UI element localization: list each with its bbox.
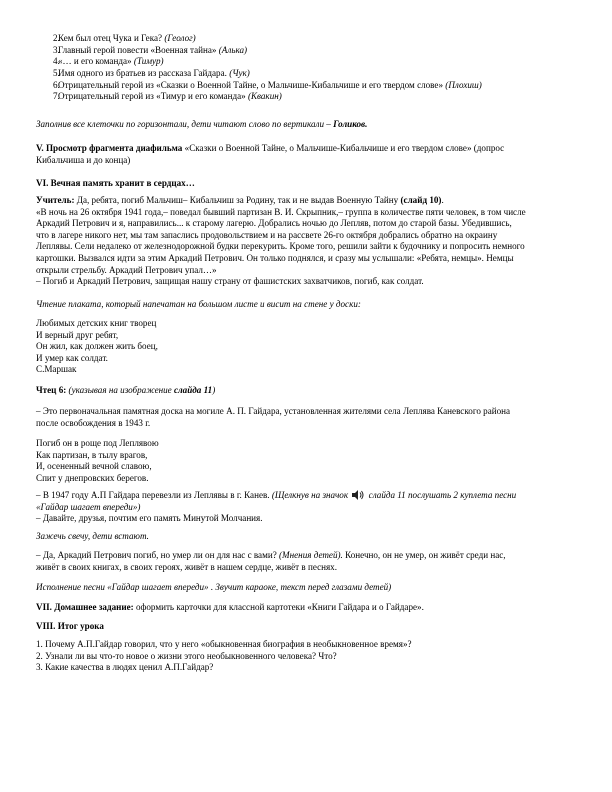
section-7-heading: VII. Домашнее задание: xyxy=(36,602,134,612)
quote-line: «В ночь на 26 октября 1941 года,– поведал бывший партизан В. И. Скрыпник,– группа в количестве пяти человек, в том числе xyxy=(36,206,526,217)
speaker-icon[interactable] xyxy=(351,489,365,501)
list-item-question: Отрицательный герой из «Тимур и его команда» xyxy=(58,91,246,102)
list-item-answer: (Плохиш) xyxy=(445,79,482,90)
poem-line: Он жил, как должен жить боец, xyxy=(36,341,158,352)
crossword-note xyxy=(36,119,581,131)
quiz-list xyxy=(36,33,576,103)
section-5-heading: V. Просмотр фрагмента диафильма xyxy=(36,143,183,153)
poem-line: Как партизан, в тылу врагов, xyxy=(36,449,148,460)
summary-question: 3. Какие качества в людях ценил А.П.Гайдар? xyxy=(36,662,214,673)
section-7-text: оформить карточки для классной картотеки «Книги Гайдара и о Гайдаре». xyxy=(135,602,424,612)
list-item-answer: (Геолог) xyxy=(164,33,196,43)
reburial-song-title: «Гайдар шагает впереди» xyxy=(36,501,138,512)
list-item: 6. Отрицательный герой из «Сказки о Военной Тайне, о Мальчише-Кибальчише и его твердом слове» (Плохиш) xyxy=(53,79,482,90)
quote-line: картошки. Вызвался идти за этим Аркадий Петрович. Он только поднялся, и сразу мы услышали: «Ребята, немцы». Немцы xyxy=(36,252,514,263)
quote-line: Леплявы. Сели недалеко от железнодорожной будки перекурить. Кроме того, решили зайти к будочнику и попросить немного xyxy=(36,241,525,252)
reburial-note-pre: (Щелкнув на значок xyxy=(271,490,349,500)
list-item-question: Кем был отец Чука и Гека? xyxy=(58,33,163,43)
dialog-line-1-italic: (Мнения детей). xyxy=(279,550,343,560)
reader-6-line xyxy=(36,385,581,397)
list-item-text xyxy=(58,33,196,45)
reader-6-label: Чтец 6: xyxy=(36,385,67,395)
list-item-question: «… и его команда» xyxy=(58,56,132,67)
reader-6-note-pre: (указывая на изображение xyxy=(68,385,172,395)
poem-line: И верный друг ребят, xyxy=(36,329,119,340)
section-8 xyxy=(36,621,581,633)
plaque-line-2: после освобождения в 1943 г. xyxy=(36,417,151,428)
partisan-quote xyxy=(36,207,581,277)
list-item: 4. «… и его команда» (Тимур) xyxy=(53,56,164,67)
list-item-question: Главный герой повести «Военная тайна» xyxy=(58,44,217,55)
candle-note xyxy=(36,531,581,543)
marshak-poem xyxy=(36,318,581,376)
poster-note xyxy=(36,299,581,311)
list-item-answer: (Тимур) xyxy=(133,56,164,67)
slide-10-ref: (слайд 10) xyxy=(400,195,442,205)
list-item-text xyxy=(58,68,250,80)
silence-text: – Давайте, друзья, почтим его память Минутой Молчания. xyxy=(36,513,263,524)
reburial-text: – В 1947 году А.П Гайдара перевезли из Леплявы в г. Канев. xyxy=(36,490,270,500)
list-item-text xyxy=(58,45,247,57)
poem-author: С.Маршак xyxy=(36,364,77,375)
teacher-block: Учитель: Да, ребята, погиб Мальчиш– Кибальчиш за Родину, так и не выдав Военную Тайну (слайд 10). «В ночь на 26 октября 1941 года,– поведал бывший партизан В. И. Скрыпник,– группа в количестве пяти человек, в том числе Аркадий Петрович и я, направились... к старому лагерю. Добрались ночью до Лепляв, потом до старой базы. Убедившись, что в лагере никого нет, мы там запаслись продовольствием и на рассвете 26-го октября добрались обратно на окраину Леплявы. Сели недалеко от железнодорожной будки перекурить. Кроме того, решили зайти к будочнику и попросить немного картошки. Вызвался идти за этим Аркадий Петрович. Он только поднялся, и сразу мы услышали: «Ребята, немцы». Немцы открыли стрельбу. Аркадий Петрович упал…» – Погиб и Аркадий Петрович, защищая нашу страну от фашистских захватчиков, погиб, как солдат. xyxy=(36,195,581,288)
dialog-line-1-post: Конечно, он не умер, он живёт среди нас, xyxy=(345,550,506,560)
teacher-text: Да, ребята, погиб Мальчиш– Кибальчиш за Родину, так и не выдав Военную Тайну xyxy=(76,195,399,205)
list-item: 5. Имя одного из братьев из рассказа Гайдара. (Чук) xyxy=(53,68,250,79)
poem-line: И умер как солдат. xyxy=(36,352,108,363)
leplyava-poem xyxy=(36,438,581,484)
list-item-text xyxy=(58,91,282,103)
reader-6-note-slide: слайда 11 xyxy=(173,385,213,395)
reader-6-note-post: ) xyxy=(212,385,216,395)
poem-line: И, осененный вечной славою, xyxy=(36,461,152,472)
list-item-text xyxy=(58,56,164,68)
summary-question: 1. Почему А.П.Гайдар говорил, что у него «обыкновенная биография в необыкновенное время»? xyxy=(36,639,412,649)
dialog-block xyxy=(36,550,581,573)
poem-line: Погиб он в роще под Леплявою xyxy=(36,438,159,448)
poem-line: Спит у днепровских берегов. xyxy=(36,472,149,483)
list-item: 3. Главный герой повести «Военная тайна» (Алька) xyxy=(53,44,248,55)
quote-line: открыли стрельбу. Аркадий Петрович упал…» xyxy=(36,264,217,275)
crossword-answer-word: Голиков. xyxy=(333,119,368,129)
quote-line: Аркадий Петрович и я, направились... к старому лагерю. Добрались ночью до Лепляв, потом до старой базы. Убедившись, xyxy=(36,218,512,229)
list-item-question: Имя одного из братьев из рассказа Гайдара. xyxy=(58,68,227,79)
list-item-question: Отрицательный герой из «Сказки о Военной Тайне, о Мальчише-Кибальчише и его твердом слове» xyxy=(58,79,444,90)
section-7 xyxy=(36,602,581,614)
section-5 xyxy=(36,143,581,166)
reburial-block xyxy=(36,489,581,525)
reburial-note-post: слайда 11 послушать 2 куплета песни xyxy=(368,490,517,500)
poster-note-text: Чтение плаката, который напечатан на большом листе и висит на стене у доски: xyxy=(36,299,361,309)
after-quote-text: – Погиб и Аркадий Петрович, защищая нашу страну от фашистских захватчиков, погиб, как солдат. xyxy=(36,276,424,287)
list-item: 7. Отрицательный герой из «Тимур и его команда» (Квакин) xyxy=(53,91,282,102)
summary-question: 2. Узнали ли вы что-то новое о жизни этого необыкновенного человека? Что? xyxy=(36,650,337,661)
list-item-answer: (Алька) xyxy=(218,44,248,55)
quote-line: что в лагере никого нет, мы там запаслись продовольствием и на рассвете 26-го октября добрались обратно на окраину xyxy=(36,229,498,240)
poem-line: Любимых детских книг творец xyxy=(36,318,157,328)
song-note xyxy=(36,582,581,594)
section-5-text-line1: «Сказки о Военной Тайне, о Мальчише-Кибальчише и его твердом слове» (допрос xyxy=(184,143,505,153)
song-note-text: Исполнение песни «Гайдар шагает впереди» . Звучит караоке, текст перед глазами детей) xyxy=(36,582,392,592)
reburial-note-close: ) xyxy=(137,501,141,512)
summary-questions xyxy=(36,639,581,674)
plaque-line-1: – Это первоначальная памятная доска на могиле А. П. Гайдара, установленная жителями села Леплява Каневского района xyxy=(36,406,511,416)
teacher-label: Учитель: xyxy=(36,195,75,205)
section-8-heading: VIII. Итог урока xyxy=(36,621,104,631)
section-6-heading-text: VI. Вечная память хранит в сердцах… xyxy=(36,178,195,188)
list-item-answer: (Квакин) xyxy=(247,91,282,102)
dialog-line-1-pre: – Да, Аркадий Петрович погиб, но умер ли он для нас с вами? xyxy=(36,550,277,560)
section-6-heading xyxy=(36,178,581,190)
section-5-text-line2: Кибальчиша и до конца) xyxy=(36,154,131,165)
list-item-answer: (Чук) xyxy=(229,68,250,79)
crossword-note-text: Заполнив все клеточки по горизонтали, дети читают слово по вертикали – xyxy=(36,119,331,129)
plaque-text xyxy=(36,406,581,429)
list-item: 2. Кем был отец Чука и Гека? (Геолог) xyxy=(53,33,196,43)
dialog-line-2: живёт в своих книгах, в своих героях, живёт в нашем сердце, живёт в песнях. xyxy=(36,561,337,572)
candle-note-text: Зажечь свечу, дети встают. xyxy=(36,531,149,541)
list-item-text xyxy=(58,80,482,92)
